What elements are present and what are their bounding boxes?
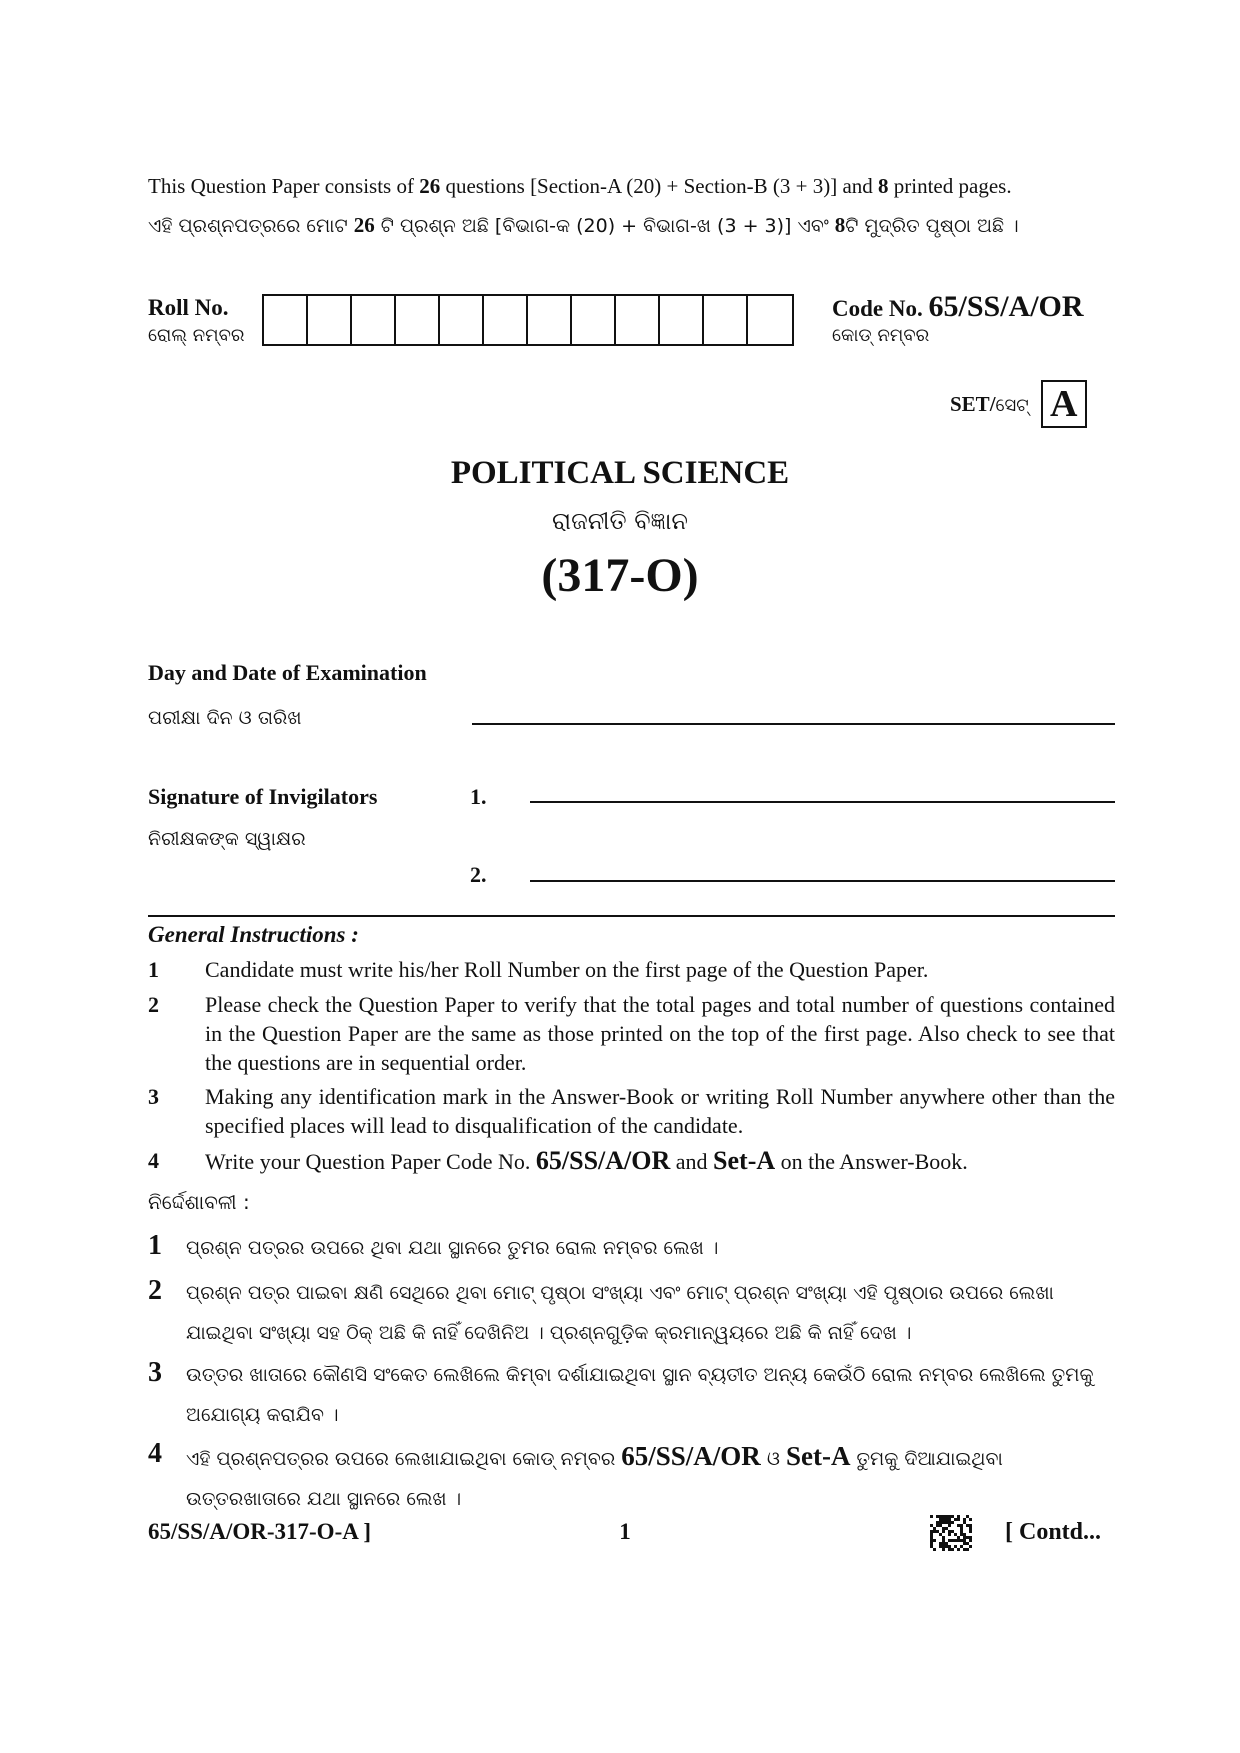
roll-number-box[interactable] bbox=[704, 296, 748, 344]
footer-paper-code: 65/SS/A/OR-317-O-A ] bbox=[148, 1519, 371, 1544]
instruction-en-item: 2 Please check the Question Paper to verify that the total pages and total number of questions contained in the Question Paper are the same as those printed on the top of the first page. Also check to see that the questions are in sequential order. bbox=[148, 992, 1115, 1075]
instruction-or-item: 1 ପ୍ରଶ୍ନ ପତ୍ରର ଉପରେ ଥିବା ଯଥା ସ୍ଥାନରେ ତୁମର ରୋଲ ନମ୍ବର ଲେଖ । bbox=[148, 1230, 719, 1261]
set-label: SET/ସେଟ୍ bbox=[950, 391, 1029, 416]
signature-number-1: 1. bbox=[470, 784, 487, 809]
instruction-en-item: 1 Candidate must write his/her Roll Number on the first page of the Question Paper. bbox=[148, 957, 929, 982]
set-value-box: A bbox=[1041, 380, 1087, 428]
set-indicator bbox=[950, 380, 1087, 428]
exam-date-label-or: ପରୀକ୍ଷା ଦିନ ଓ ତାରିଖ bbox=[148, 707, 302, 729]
roll-number-box[interactable] bbox=[528, 296, 572, 344]
roll-number-box[interactable] bbox=[308, 296, 352, 344]
instructions-or-title: ନିର୍ଦ୍ଦେଶାବଳୀ : bbox=[148, 1190, 250, 1214]
code-number: Code No. 65/SS/A/OR bbox=[832, 290, 1084, 323]
roll-number-boxes[interactable] bbox=[262, 294, 794, 346]
continued-label: [ Contd... bbox=[1005, 1519, 1102, 1545]
instruction-or-item: 2 ପ୍ରଶ୍ନ ପତ୍ର ପାଇବା କ୍ଷଣି ସେଥିରେ ଥିବା ମୋଟ୍ ପୃଷ୍ଠା ସଂଖ୍ୟା ଏବଂ ମୋଟ୍ ପ୍ରଶ୍ନ ସଂଖ୍ୟା ଏହି ପୃଷ୍ଠାର ଉପରେ ଲେଖା ଯାଇଥିବା ସଂଖ୍ୟା ସହ ଠିକ୍ ଅଛି କି ନାହିଁ ଦେଖିନିଅ । ପ୍ରଶ୍ନଗୁଡ଼ିକ କ୍ରମାନ୍ୱୟରେ ଅଛି କି ନାହିଁ ଦେଖ । bbox=[148, 1275, 1054, 1344]
roll-number-box[interactable] bbox=[572, 296, 616, 344]
roll-number-label: Roll No. bbox=[148, 295, 229, 320]
subject-code: (317-O) bbox=[541, 549, 699, 602]
instruction-en-item: 3 Making any identification mark in the Answer-Book or writing Roll Number anywhere other than the specified places will lead to disqualification of the candidate. bbox=[148, 1084, 1115, 1138]
instruction-or-item: 4 ଏହି ପ୍ରଶ୍ନପତ୍ରର ଉପରେ ଲେଖାଯାଇଥିବା କୋଡ୍ ନମ୍ବର 65/SS/A/OR ଓ Set-A ତୁମକୁ ଦିଆଯାଇଥିବା ଉତ୍ତରଖାତାରେ ଯଥା ସ୍ଥାନରେ ଲେଖ । bbox=[148, 1438, 1003, 1510]
code-number-label-or: କୋଡ୍ ନମ୍ବର bbox=[832, 325, 930, 346]
exam-date-label: Day and Date of Examination bbox=[148, 660, 427, 685]
roll-number-box[interactable] bbox=[616, 296, 660, 344]
section-divider bbox=[148, 915, 1115, 917]
roll-number-box[interactable] bbox=[440, 296, 484, 344]
page-number: 1 bbox=[619, 1519, 631, 1544]
roll-number-box[interactable] bbox=[352, 296, 396, 344]
roll-number-box[interactable] bbox=[660, 296, 704, 344]
code-number-value: 65/SS/A/OR bbox=[928, 290, 1084, 323]
subject-title: POLITICAL SCIENCE bbox=[450, 455, 790, 491]
subject-title-or: ରାଜନୀତି ବିଜ୍ଞାନ bbox=[552, 507, 688, 535]
roll-number-box[interactable] bbox=[264, 296, 308, 344]
signature-field-1[interactable] bbox=[530, 801, 1115, 803]
instruction-en-item: 4 Write your Question Paper Code No. 65/SS/A/OR and Set-A on the Answer-Book. bbox=[148, 1146, 968, 1175]
roll-number-box[interactable] bbox=[484, 296, 528, 344]
invigilator-signature-label-or: ନିରୀକ୍ଷକଙ୍କ ସ୍ୱାକ୍ଷର bbox=[148, 828, 306, 850]
roll-number-box[interactable] bbox=[748, 296, 792, 344]
exam-date-field[interactable] bbox=[472, 723, 1115, 725]
instruction-or-item: 3 ଉତ୍ତର ଖାତାରେ କୌଣସି ସଂକେତ ଲେଖିଲେ କିମ୍ବା ଦର୍ଶାଯାଇଥିବା ସ୍ଥାନ ବ୍ୟତୀତ ଅନ୍ୟ କେଉଁଠି ରୋଲ ନମ୍ବର ଲେଖିଲେ ତୁମକୁ ଅଯୋଗ୍ୟ କରାଯିବ । bbox=[148, 1357, 1094, 1426]
roll-number-box[interactable] bbox=[396, 296, 440, 344]
invigilator-signature-label: Signature of Invigilators bbox=[148, 784, 378, 809]
general-instructions-title: General Instructions : bbox=[148, 922, 359, 947]
qr-code-icon bbox=[930, 1515, 972, 1551]
roll-number-label-or: ରୋଲ୍ ନମ୍ବର bbox=[148, 325, 245, 346]
paper-consists-or: ଏହି ପ୍ରଶ୍ନପତ୍ରରେ ମୋଟ 26 ଟି ପ୍ରଶ୍ନ ଅଛି [ବିଭାଗ-କ (20) + ବିଭାଗ-ଖ (3 + 3)] ଏବଂ 8ଟି ମୁଦ୍ରିତ ପୃଷ୍ଠା ଅଛି । bbox=[148, 213, 1019, 237]
signature-field-2[interactable] bbox=[530, 880, 1115, 882]
signature-number-2: 2. bbox=[470, 862, 487, 887]
paper-consists-en: This Question Paper consists of 26 questions [Section-A (20) + Section-B (3 + 3)] and 8 printed pages. bbox=[148, 174, 1012, 198]
